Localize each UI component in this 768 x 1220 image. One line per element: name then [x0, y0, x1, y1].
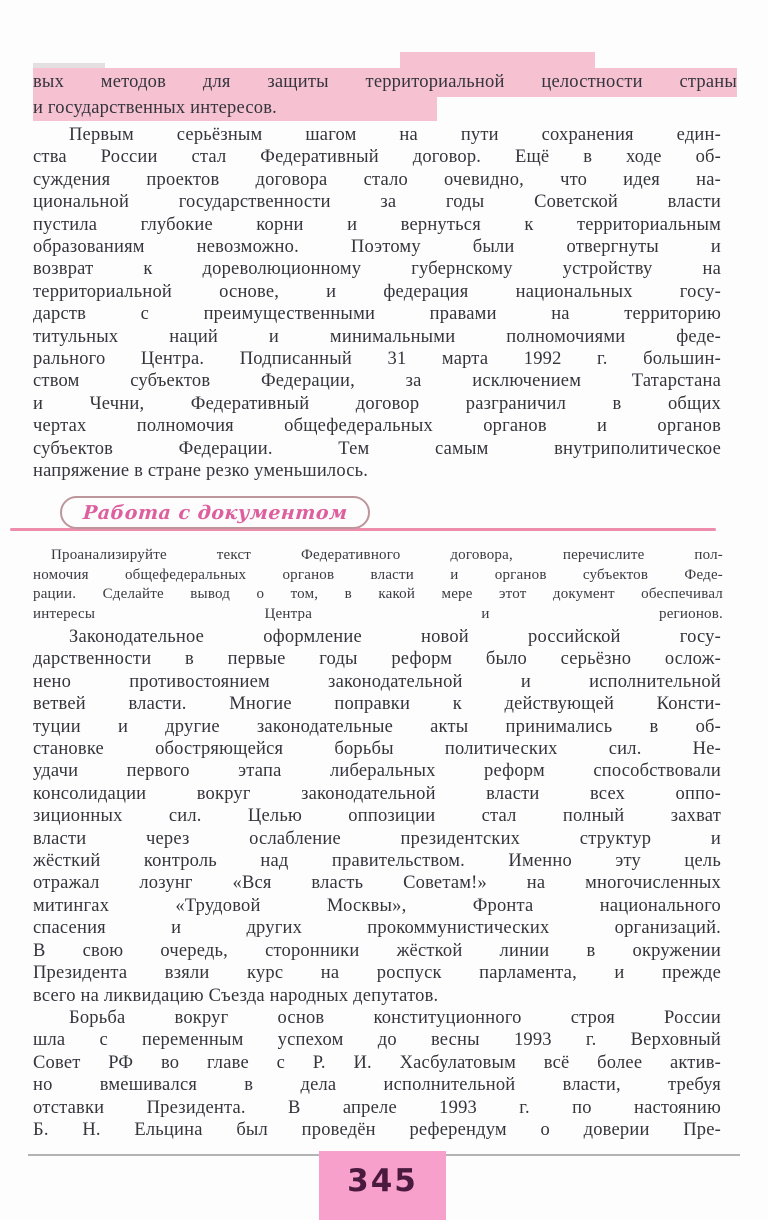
page-number-box — [319, 1151, 446, 1220]
paragraph-legislative-conflict: Законодательное оформление новой российской госу- дарственности в первые годы реформ было серьёзно ослож- нено противостоянием законодательной и исполнительной ветвей власти. Многие поправки к действующей Консти- туции и другие законодательные акты принимались в об- становке обостряющейся борьбы политических сил. Не- удачи первого этапа либеральных реформ способствовали консолидации вокруг законодательной власти всех оппо- зиционных сил. Целью оппозиции стал полный захват власти через ослабление президентских структур и жёсткий контроль над правительством. Именно эту цель отражал лозунг «Вся власть Советам!» на многочисленных митингах «Трудовой Москвы», Фронта национального спасения и других прокоммунистических организаций. В свою очередь, сторонники жёсткой линии в окружении Президента взяли курс на роспуск парламента, и прежде всего на ликвидацию Съезда народных депутатов. — [33, 627, 721, 1006]
highlighted-text-line: вых методов для защиты территориальной целостности страны — [33, 68, 737, 97]
highlighted-text-line — [33, 97, 437, 119]
highlighted-text: и государственных интересов. — [33, 97, 437, 121]
work-with-document-label: Работа с документом — [81, 501, 349, 524]
scan-highlight-artifact — [400, 52, 595, 68]
paragraph-federative-treaty: Первым серьёзным шагом на пути сохранения един- ства России стал Федеративный договор. Ещё в ходе об- суждения проектов договора стало очевидно, что идея на- циональной государственности за годы Советской власти пустила глубокие корни и вернуться к территориальным образованиям невозможно. Поэтому были отвергнуты и возврат к дореволюционному губернскому устройству на территориальной основе, и федерация национальных госу- дарств с преимущественными правами на территорию титульных наций и минимальными полномочиями феде- рального Центра. Подписанный 31 марта 1992 г. большин- ством субъектов Федерации, за исключением Татарстана и Чечни, Федеративный договор разграничил в общих чертах полномочия общефедеральных органов и органов субъектов Федерации. Тем самым внутриполитическое напряжение в стране резко уменьшилось. — [33, 125, 721, 482]
page-number: 345 — [347, 1163, 418, 1199]
document-task-text: Проанализируйте текст Федеративного договора, перечислите пол- номочия общефедеральных органов власти и органов субъектов Феде- рации. Сделайте вывод о том, в какой мере этот документ обеспечивал интересы Центра и регионов. — [33, 547, 723, 622]
work-with-document-box — [60, 496, 370, 529]
paragraph-constitutional-struggle: Борьба вокруг основ конституционного строя России шла с переменным успехом до весны 1993 г. Верховный Совет РФ во главе с Р. И. Хасбулатовым всё более актив- но вмешивался в дела исполнительной власти, требуя отставки Президента. В апреле 1993 г. по настоянию Б. Н. Ельцина был проведён референдум о доверии Пре- — [33, 1008, 721, 1141]
